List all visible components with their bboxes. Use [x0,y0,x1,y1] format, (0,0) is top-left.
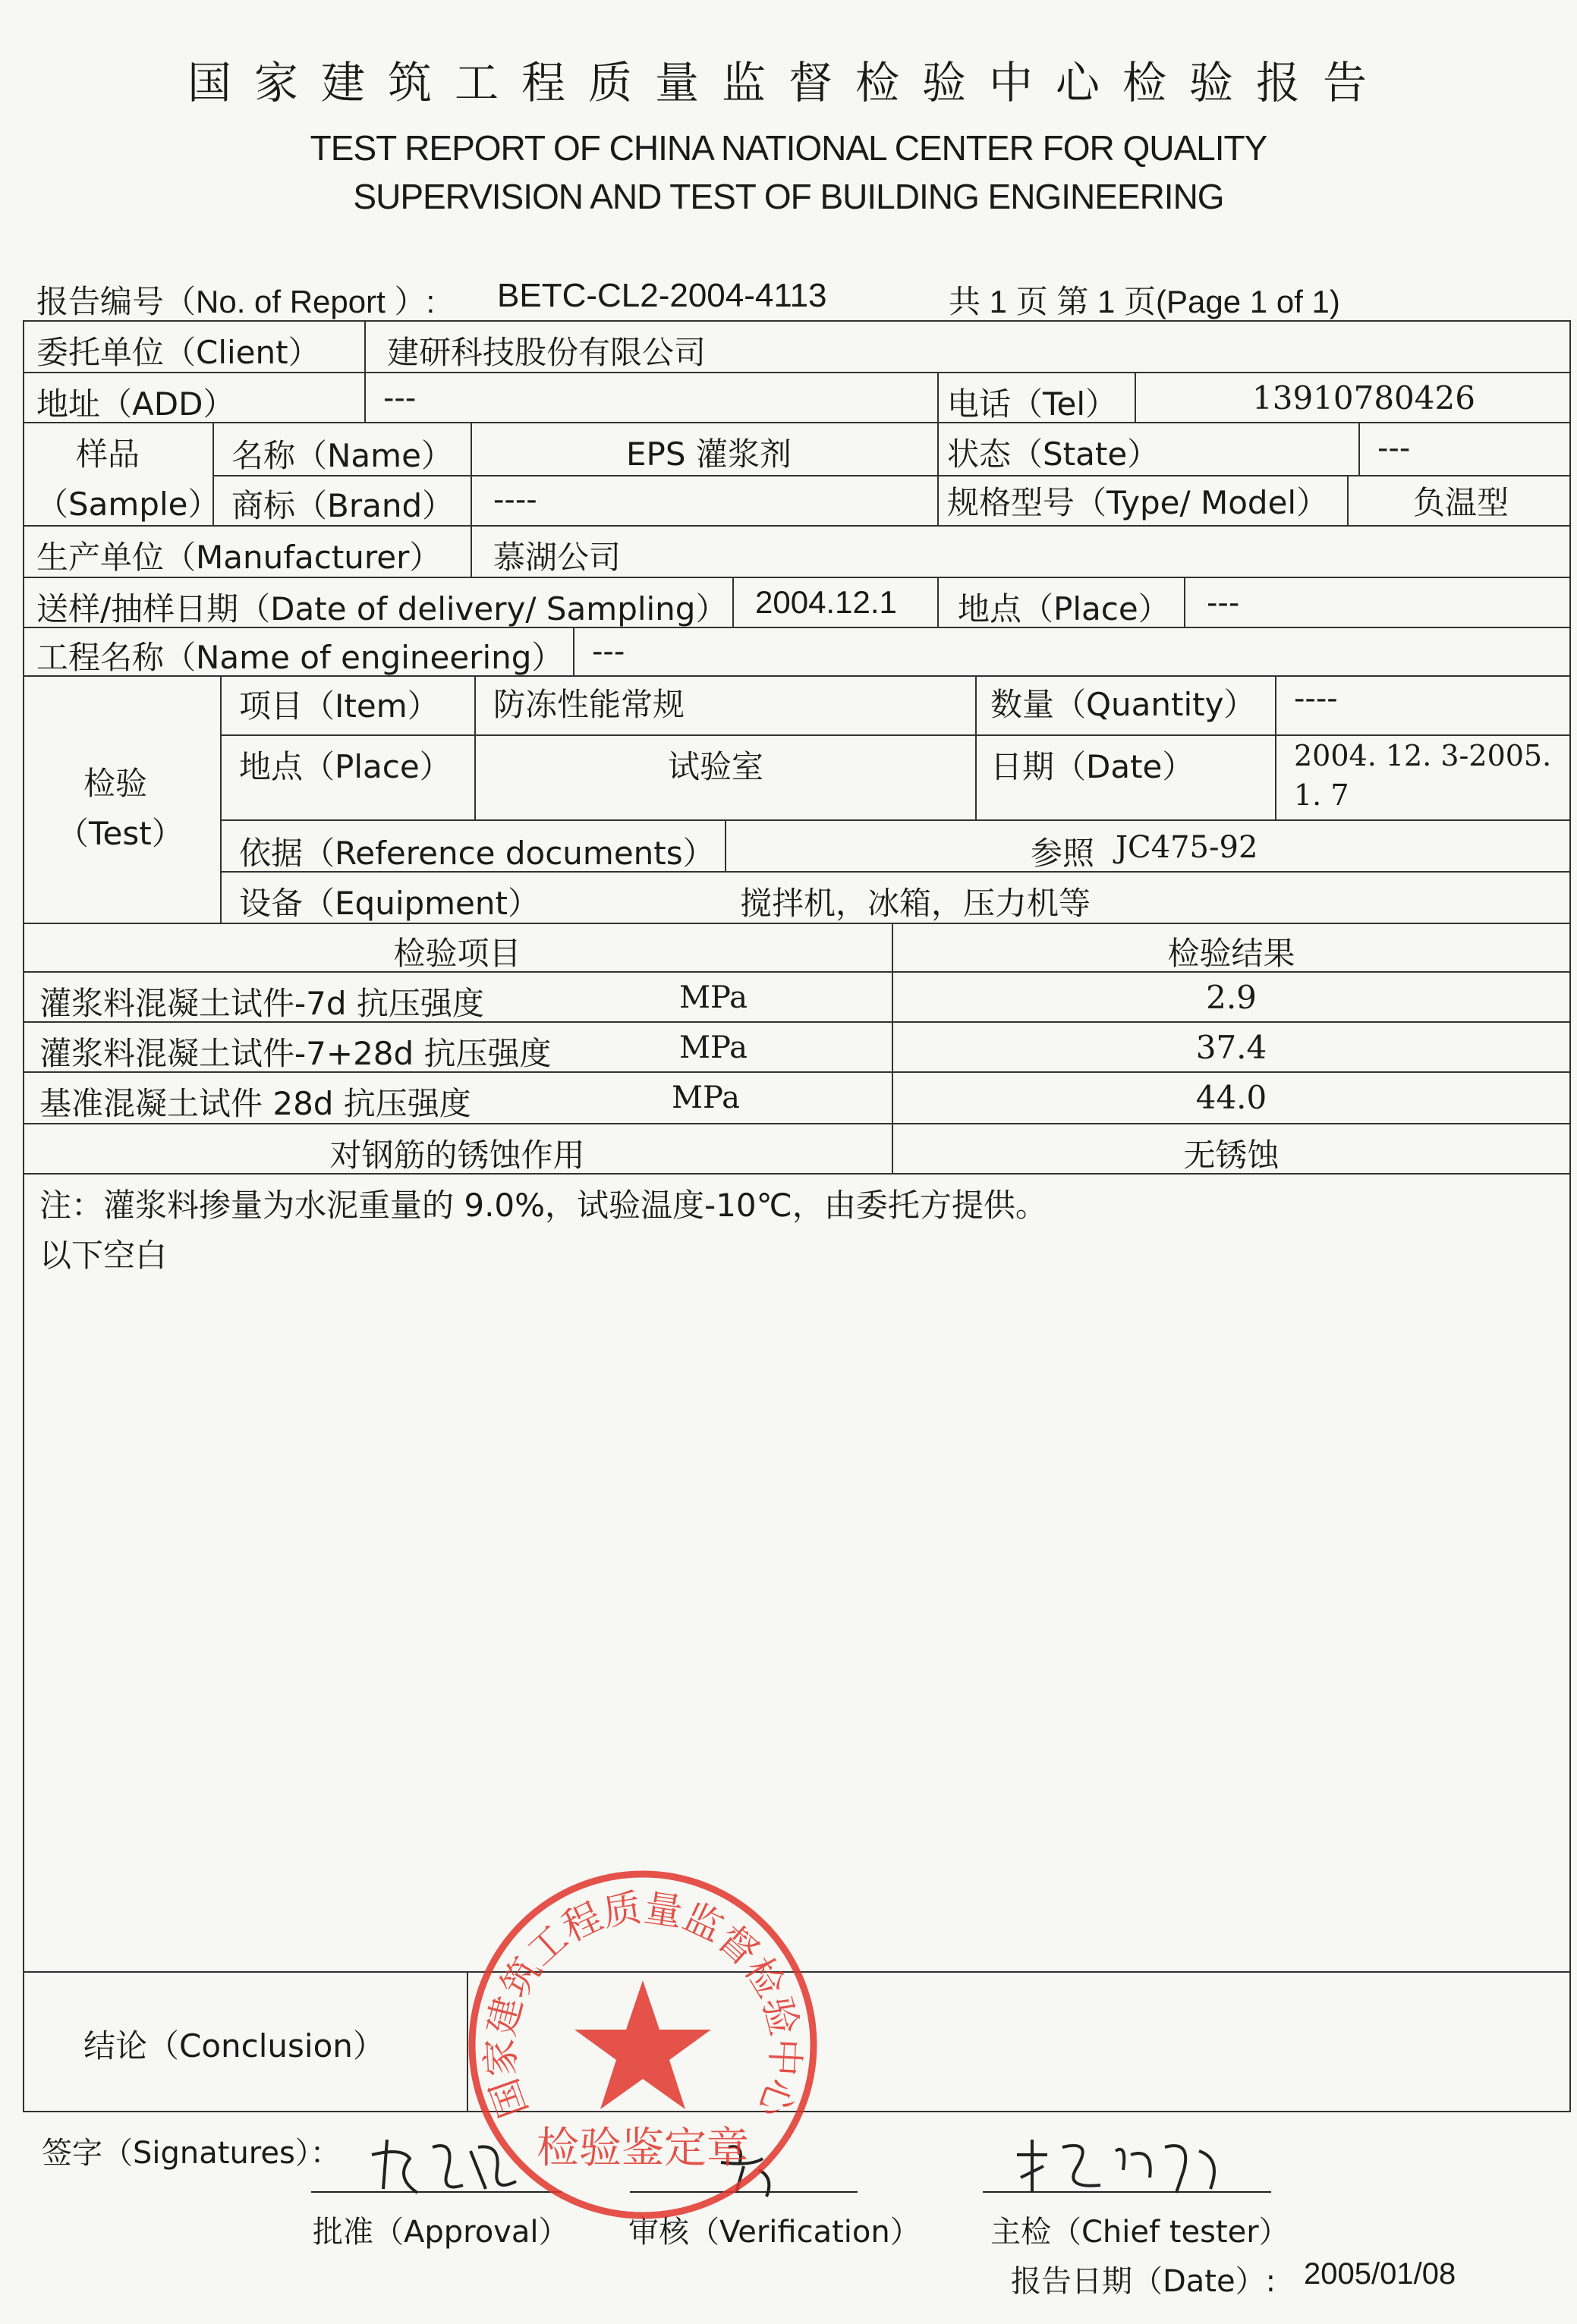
results-header-item: 检验项目 [393,935,521,972]
test-item: 防冻性能常规 [493,686,685,723]
chief-tester-label: 主检（Chief tester） [990,2215,1289,2250]
report-date: 2005/01/08 [1304,2257,1456,2291]
stamp-center-text: 检验鉴定章 [537,2124,749,2173]
delivery-date: 2004.12.1 [755,584,897,620]
test-place: 试验室 [668,748,764,785]
address-value: --- [383,381,417,416]
result-row-value: 无锈蚀 [1183,1137,1280,1174]
report-no-label: 报告编号（No. of Report ）: [36,284,436,319]
delivery-date-label: 送样/抽样日期（Date of delivery/ Sampling） [36,590,728,627]
report-no: BETC-CL2-2004-4113 [497,277,827,314]
sample-name-label: 名称（Name） [231,437,453,474]
result-row-unit: MPa [672,1080,740,1115]
engineering-label: 工程名称（Name of engineering） [36,639,564,676]
result-row-value: 2.9 [1206,979,1257,1016]
sample-model-label: 规格型号（Type/ Model） [947,484,1329,521]
delivery-place: --- [1207,586,1240,621]
sample-state: --- [1377,431,1411,466]
chief-tester-signature [994,2124,1283,2200]
result-row-unit: MPa [679,1030,748,1065]
test-reference: JC475-92 [1116,830,1258,865]
engineering-value: --- [592,634,625,669]
test-quantity: ---- [1294,681,1338,716]
approval-label: 批准（Approval） [313,2215,569,2250]
sample-model: 负温型 [1413,484,1509,521]
test-date-line2: 1. 7 [1294,778,1349,812]
inspection-seal-stamp [464,1866,821,2223]
page-count: 共 1 页 第 1 页(Page 1 of 1) [949,284,1340,319]
test-equipment-label: 设备（Equipment） [239,885,540,922]
report-title-en-line1: TEST REPORT OF CHINA NATIONAL CENTER FOR QUALITY [310,128,1267,168]
conclusion-label: 结论（Conclusion） [83,2027,385,2065]
test-label-cn: 检验 [83,765,148,802]
client-label: 委托单位（Client） [36,334,320,371]
sample-label-en: （Sample） [36,486,220,523]
manufacturer-value: 慕湖公司 [493,539,622,576]
report-date-label: 报告日期（Date）: [1011,2264,1276,2299]
tel-value: 13910780426 [1252,379,1475,417]
result-row-unit: MPa [679,980,748,1015]
blank-marker: 以下空白 [39,1237,168,1274]
test-equipment: 搅拌机，冰箱，压力机等 [740,885,1091,922]
report-title-cn: 国家建筑工程质量监督检验中心检验报告 [187,57,1390,108]
client-value: 建研科技股份有限公司 [387,334,707,371]
test-date-label: 日期（Date） [990,748,1195,785]
test-item-label: 项目（Item） [239,687,439,725]
result-row-item: 对钢筋的锈蚀作用 [329,1137,585,1174]
delivery-place-label: 地点（Place） [958,590,1170,627]
verification-label: 审核（Verification） [628,2215,921,2250]
sample-state-label: 状态（State） [947,436,1160,473]
address-label: 地址（ADD） [36,385,235,423]
results-header-result: 检验结果 [1167,935,1295,972]
result-row-item: 灌浆料混凝土试件-7d 抗压强度 [39,985,484,1022]
sample-name: EPS 灌浆剂 [626,436,792,473]
signatures-label: 签字（Signatures）： [42,2136,341,2171]
test-date-line1: 2004. 12. 3-2005. [1294,739,1552,772]
sample-brand-label: 商标（Brand） [231,487,455,524]
note-text: 注：灌浆料掺量为水泥重量的 9.0%，试验温度-10℃，由委托方提供。 [39,1187,1047,1224]
result-row-item: 基准混凝土试件 28d 抗压强度 [39,1085,471,1122]
test-place-label: 地点（Place） [239,748,452,785]
result-row-value: 44.0 [1195,1079,1267,1116]
sample-brand: ---- [493,483,537,517]
manufacturer-label: 生产单位（Manufacturer） [36,539,442,576]
test-reference-label: 依据（Reference documents） [239,835,715,872]
sample-label-cn: 样品 [76,436,140,473]
test-reference-prefix: 参照 [1031,835,1095,872]
test-label-en: （Test） [57,815,184,852]
test-quantity-label: 数量（Quantity） [990,686,1256,723]
report-title-en-line2: SUPERVISION AND TEST OF BUILDING ENGINEERING [353,177,1224,216]
tel-label: 电话（Tel） [947,385,1118,423]
result-row-item: 灌浆料混凝土试件-7+28d 抗压强度 [39,1035,552,1072]
star-icon [574,1980,711,2109]
result-row-value: 37.4 [1195,1029,1267,1066]
stamp-ring-text: 国家建筑工程质量监督检验中心 [478,1885,807,2124]
